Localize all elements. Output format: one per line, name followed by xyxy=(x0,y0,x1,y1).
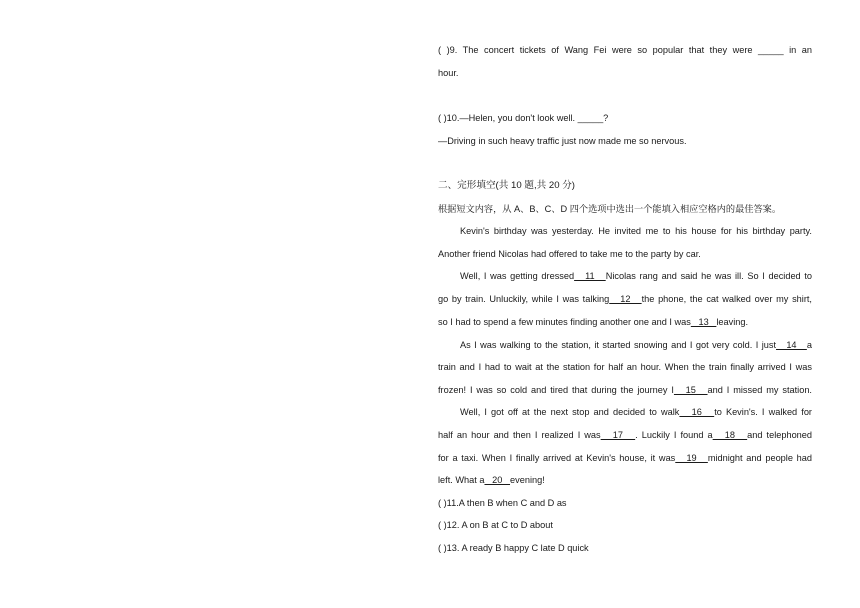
passage-line: so I had to spend a few minutes finding another one and I was 13 leaving. xyxy=(438,317,749,327)
blank-17: 17 xyxy=(600,430,636,440)
passage-line: ( )9. The concert tickets of Wang Fei were so popular that they were _____ in an xyxy=(438,45,812,55)
passage-line: Another friend Nicolas had offered to take me to the party by car. xyxy=(438,249,701,259)
passage-line: half an hour and then I realized I was 17 . Luckily I found a 18 and telephoned xyxy=(438,430,813,440)
passage-line: left. What a 20 evening! xyxy=(438,475,545,485)
blank-16: 16 xyxy=(679,407,715,417)
passage-line: train and I had to wait at the station for half an hour. When the train finally arrived I was xyxy=(438,362,812,372)
passage-line: Well, I got off at the next stop and decided to walk 16 to Kevin's. I walked for xyxy=(460,407,812,417)
blank-12: 12 xyxy=(609,294,642,304)
blank-18: 18 xyxy=(712,430,748,440)
passage-line: ( )10.—Helen, you don't look well. _____? xyxy=(438,113,609,123)
passage-line: As I was walking to the station, it started snowing and I got very cold. I just 14 a xyxy=(460,340,812,350)
passage-line: go by train. Unluckily, while I was talking 12 the phone, the cat walked over my shirt, xyxy=(438,294,812,304)
blank-20: 20 xyxy=(484,475,511,485)
instructions: 根据短文内容，从 A、B、C、D 四个选项中选出一个能填入相应空格内的最佳答案。 xyxy=(438,204,782,214)
blank-15: 15 xyxy=(673,385,708,395)
passage-line: frozen! I was so cold and tired that during the journey I 15 and I missed my station. xyxy=(438,385,812,395)
blank-14: 14 xyxy=(776,340,807,350)
blank-13: 13 xyxy=(690,317,717,327)
passage-line: —Driving in such heavy traffic just now made me so nervous. xyxy=(438,136,687,146)
section-header: 二、完形填空(共 10 题,共 20 分) xyxy=(438,180,575,191)
passage-line: hour. xyxy=(438,68,459,78)
passage-line: Well, I was getting dressed 11 Nicolas rang and said he was ill. So I decided to xyxy=(460,271,813,281)
passage-line: for a taxi. When I finally arrived at Kevin's house, it was 19 midnight and people had xyxy=(438,453,812,463)
question-line: ( )13. A ready B happy C late D quick xyxy=(438,543,589,553)
question-line: ( )12. A on B at C to D about xyxy=(438,520,553,530)
blank-11: 11 xyxy=(574,271,606,281)
passage-line: Kevin's birthday was yesterday. He invited me to his house for his birthday party. xyxy=(460,226,812,236)
blank-19: 19 xyxy=(675,453,708,463)
question-line: ( )11.A then B when C and D as xyxy=(438,498,567,508)
